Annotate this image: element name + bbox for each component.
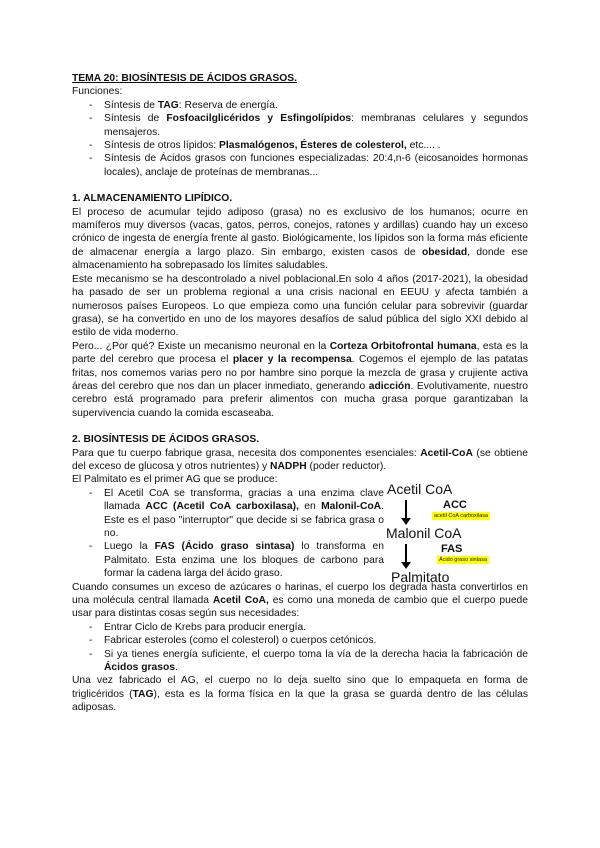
diagram-node-malonil-coa: Malonil CoA [386,524,462,541]
paragraph: Este mecanismo se ha descontrolado a nivel poblacional.En solo 4 años (2017-2021), la obesidad ha pasado de ser un problema regional a una crisis nacional en EEUU y afecta también a numerosos países Europeos. Lo que empieza como una función celular para sobrevivir (guardar grasa), se ha convertido en uno de los mayores desafíos de salud pública del siglo XXI debido al estilo de vida moderno. [72,273,528,339]
diagram-enzyme-acc-highlight: acetil CoA carboxilasa [434,512,489,519]
paragraph: El Palmitato es el primer AG que se produce: [72,474,278,486]
list-item: - Síntesis de Fosfoacilglicéridos y Esfingolípidos: membranas celulares y segundos mensajeros. [72,112,528,139]
list-item: - Si ya tienes energía suficiente, el cuerpo toma la vía de la derecha hacia la fabricación de Ácidos grasos. [72,648,528,675]
paragraph: Pero... ¿Por qué? Existe un mecanismo neuronal en la Corteza Orbitofrontal humana, esta es la parte del cerebro que procesa el placer y la recompensa. Cogemos el ejemplo de las patatas fritas, nos comemos varias pero no por hambre sino porque la mezcla de grasa y crujiente activa áreas del cerebro que nos dan un placer inmediato, generando adicción. Evolutivamente, nuestro cerebro está programado para preferir alimentos con mucha grasa porque garantizaban la supervivencia cuando la comida escaseaba. [72,340,529,419]
list-item: - Síntesis de otros lípidos: Plasmalógenos, Ésteres de colesterol, etc.... . [72,139,528,152]
list-item: - Luego la FAS (Ácido graso sintasa) lo transforma en Palmitato. Esta enzima une los bloques de carbono para formar la cadena larga del ácido graso. [72,540,384,580]
pathway-diagram [385,481,535,601]
diagram-node-acetil-coa: Acetil CoA [387,480,453,497]
diagram-enzyme-acc: ACC [443,498,467,511]
document-page [72,72,528,715]
list-item: - Entrar Ciclo de Krebs para producir energía. [72,621,528,634]
acetil-coa-uses-list [72,621,528,675]
page-title: TEMA 20: BIOSÍNTESIS DE ÁCIDOS GRASOS. [72,73,298,84]
down-arrow-icon [405,544,407,564]
section-heading: 1. ALMACENAMIENTO LIPÍDICO. [72,193,233,205]
section-heading: 2. BIOSÍNTESIS DE ÁCIDOS GRASOS. [72,434,260,446]
diagram-enzyme-fas-highlight: Ácido graso sintasa [439,556,487,563]
paragraph: Cuando consumes un exceso de azúcares o harinas, el cuerpo los degrada hasta convertirlos en una molécula central llamada Acetil CoA, es como una moneda de cambio que el cuerpo puede usar para distintas cosas según sus necesidades: [72,581,529,620]
paragraph: Una vez fabricado el AG, el cuerpo no lo deja suelto sino que lo empaqueta en forma de triglicéridos (TAG), esta es la forma física en la que la grasa se guarda dentro de las células adiposas. [72,675,528,714]
funciones-label: Funciones: [72,86,123,98]
pathway-steps-list [72,487,384,581]
list-item: - Fabricar esteroles (como el colesterol) o cuerpos cetónicos. [72,634,528,647]
diagram-enzyme-fas: FAS [441,542,463,555]
paragraph: Para que tu cuerpo fabrique grasa, necesita dos componentes esenciales: Acetil-CoA (se obtiene del exceso de glucosa y otros nutrientes) y NADPH (poder reductor). [72,447,529,472]
funciones-list [72,99,528,179]
paragraph: El proceso de acumular tejido adiposo (grasa) no es exclusivo de los humanos; ocurre en mamíferos muy diversos (vacas, gatos, perros, conejos, ratones y ardillas) cuando hay un exceso crónico de ingesta de energía frente al gasto. Biológicamente, los lípidos son la forma más eficiente de almacenar energía a largo plazo. Sin embargo, existen casos de obesidad, donde ese almacenamiento ha sobrepasado los límites saludables. [72,206,528,272]
list-item: - Síntesis de TAG: Reserva de energía. [72,99,528,112]
list-item: - El Acetil CoA se transforma, gracias a una enzima clave llamada ACC (Acetil CoA carboxilasa), en Malonil-CoA. Este es el paso "interruptor" que decide si se fabrica grasa o no. [72,487,384,541]
diagram-node-palmitato: Palmitato [391,568,450,585]
list-item: - Síntesis de Ácidos grasos con funciones especializadas: 20:4,n-6 (eicosanoides hormonas locales), anclaje de proteínas de membranas... [72,152,528,179]
down-arrow-icon [405,500,407,520]
